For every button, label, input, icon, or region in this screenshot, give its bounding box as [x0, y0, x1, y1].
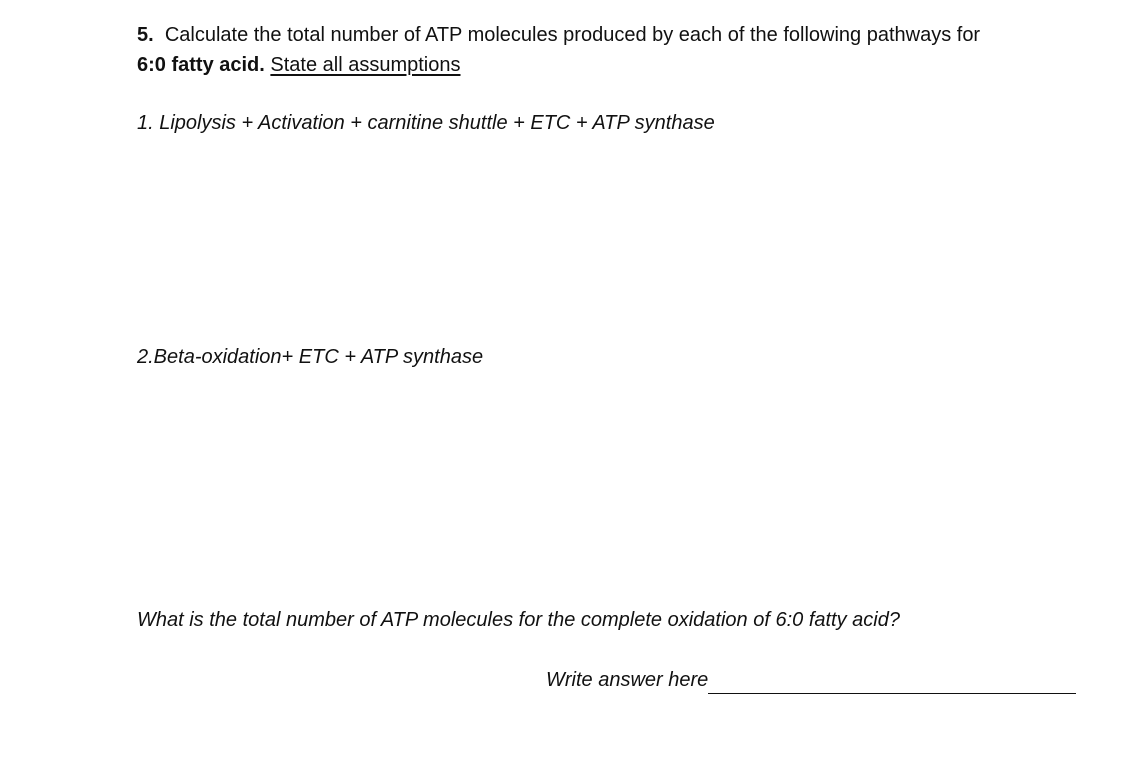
question-number: 5. [137, 24, 154, 46]
question-subject: 6:0 fatty acid. [137, 54, 265, 76]
question-line-1 [137, 20, 1097, 50]
question-line-2 [137, 50, 1097, 80]
question-header [137, 20, 1097, 80]
answer-row [546, 664, 1076, 694]
answer-input[interactable] [708, 667, 1076, 694]
final-question: What is the total number of ATP molecules for the complete oxidation of 6:0 fatty acid? [137, 609, 900, 631]
question-text: Calculate the total number of ATP molecules produced by each of the following pathways for [164, 24, 981, 46]
answer-label: Write answer here [546, 669, 709, 691]
question-instruction: State all assumptions [270, 54, 461, 76]
pathway-1-label: 1. Lipolysis + Activation + carnitine shuttle + ETC + ATP synthase [137, 112, 715, 134]
pathway-2-label: 2.Beta-oxidation+ ETC + ATP synthase [137, 346, 484, 368]
